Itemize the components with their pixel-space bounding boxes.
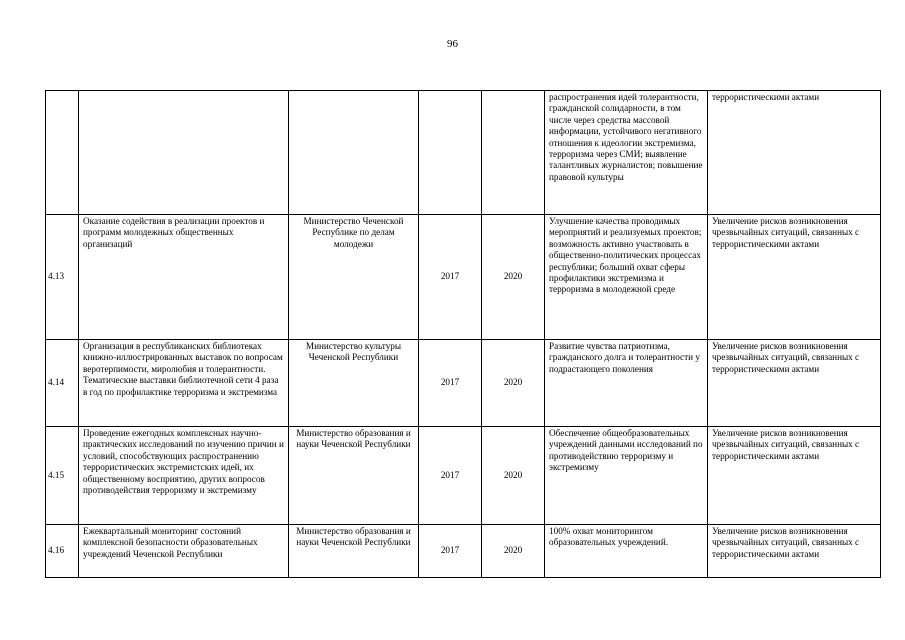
- table-row: [46, 427, 881, 525]
- start-year-cell: 2017: [419, 215, 482, 340]
- risk-cell: Увеличение рисков возникновения чрезвычайных ситуаций, связанных с террористическими актами: [708, 340, 881, 427]
- table-row: [46, 525, 881, 578]
- result-cell: 100% охват мониторингом образовательных учреждений.: [545, 525, 708, 578]
- end-year-cell: [482, 91, 545, 215]
- result-cell: Развитие чувства патриотизма, гражданского долга и толерантности у подрастающего поколения: [545, 340, 708, 427]
- start-year-cell: 2017: [419, 525, 482, 578]
- page-number: 96: [447, 38, 458, 50]
- table-row: [46, 215, 881, 340]
- executor-cell: Министерство образования и науки Чеченской Республики: [289, 525, 419, 578]
- table-row: [46, 91, 881, 215]
- activity-cell: [79, 91, 289, 215]
- end-year-cell: 2020: [482, 215, 545, 340]
- executor-cell: Министерство Чеченской Республике по делам молодежи: [289, 215, 419, 340]
- executor-cell: [289, 91, 419, 215]
- measures-table: [45, 90, 881, 578]
- executor-cell: Министерство образования и науки Чеченской Республики: [289, 427, 419, 525]
- activity-cell: Проведение ежегодных комплексных научно-практических исследований по изучению причин и условий, способствующих распространению террористических экстремистских идей, их общественному восприятию, других вопросов противодействия терроризму и экстремизму: [79, 427, 289, 525]
- risk-cell: Увеличение рисков возникновения чрезвычайных ситуаций, связанных с террористическими актами: [708, 427, 881, 525]
- row-number: 4.14: [46, 340, 79, 427]
- risk-cell: Увеличение рисков возникновения чрезвычайных ситуаций, связанных с террористическими актами: [708, 215, 881, 340]
- activity-cell: Ежеквартальный мониторинг состояний комплексной безопасности образовательных учреждений Чеченской Республики: [79, 525, 289, 578]
- executor-cell: Министерство культуры Чеченской Республики: [289, 340, 419, 427]
- activity-cell: Организация в республиканских библиотеках книжно-иллюстрированных выставок по вопросам веротерпимости, миролюбия и толерантности. Тематические выставки библиотечной сети 4 раза в год по профилактике терроризма и экстремизма: [79, 340, 289, 427]
- row-number: [46, 91, 79, 215]
- row-number: 4.16: [46, 525, 79, 578]
- end-year-cell: 2020: [482, 525, 545, 578]
- row-number: 4.13: [46, 215, 79, 340]
- start-year-cell: 2017: [419, 340, 482, 427]
- activity-cell: Оказание содействия в реализации проектов и программ молодежных общественных организаций: [79, 215, 289, 340]
- end-year-cell: 2020: [482, 427, 545, 525]
- result-cell: Обеспечение общеобразовательных учреждений данными исследований по противодействию терроризму и экстремизму: [545, 427, 708, 525]
- risk-cell: террористическими актами: [708, 91, 881, 215]
- result-cell: Улучшение качества проводимых мероприятий и реализуемых проектов; возможность активно участвовать в общественно-политических процессах республики; больший охват сферы профилактики экстремизма и терроризма в молодежной среде: [545, 215, 708, 340]
- row-number: 4.15: [46, 427, 79, 525]
- risk-cell: Увеличение рисков возникновения чрезвычайных ситуаций, связанных с террористическими актами: [708, 525, 881, 578]
- start-year-cell: [419, 91, 482, 215]
- table-row: [46, 340, 881, 427]
- start-year-cell: 2017: [419, 427, 482, 525]
- end-year-cell: 2020: [482, 340, 545, 427]
- result-cell: распространения идей толерантности, гражданской солидарности, в том числе через средства массовой информации, устойчивого негативного отношения к идеологии экстремизма, терроризма через СМИ; выявление талантливых журналистов; повышение правовой культуры: [545, 91, 708, 215]
